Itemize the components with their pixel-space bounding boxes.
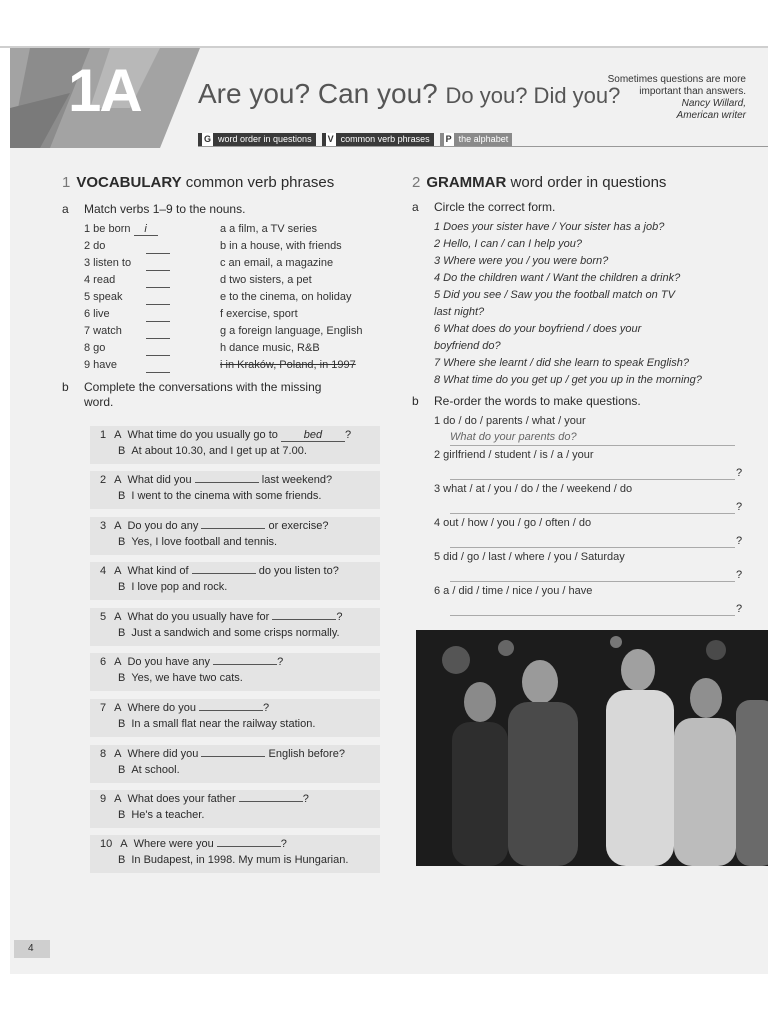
- speaker-a-line: [100, 748, 345, 760]
- noun-item: g a foreign language, English: [220, 325, 363, 337]
- instruction-text: Complete the conversations with the missing: [84, 380, 322, 394]
- tag-key: G: [204, 134, 212, 144]
- conversation-item: [90, 562, 380, 600]
- answer-blank[interactable]: [146, 270, 170, 271]
- topic-tags: [198, 133, 512, 146]
- answer-input[interactable]: What do your parents do?: [450, 431, 577, 443]
- line-text: or exercise?: [265, 520, 329, 532]
- grammar-item: 4 Do the children want / Want the children a drink?: [434, 272, 681, 284]
- speaker-label: A: [114, 520, 122, 532]
- speaker-a-line: [100, 656, 283, 668]
- conversation-item: [90, 835, 380, 873]
- line-text: ?: [336, 611, 343, 623]
- line-text: Where were you: [133, 838, 217, 850]
- line-text: What does your father: [127, 793, 239, 805]
- tag-label: common verb phrases: [340, 134, 430, 144]
- noun-item: a a film, a TV series: [220, 223, 317, 235]
- speaker-label: A: [114, 656, 122, 668]
- grammar-item: boyfriend do?: [434, 340, 501, 352]
- line-text: At about 10.30, and I get up at 7.00.: [131, 445, 307, 457]
- exercise-letter: a: [62, 202, 69, 216]
- noun-item: h dance music, R&B: [220, 342, 320, 354]
- conversation-item: [90, 426, 380, 464]
- speaker-label: B: [118, 627, 126, 639]
- tag-vocabulary: [322, 133, 434, 146]
- tag-label: the alphabet: [458, 134, 509, 144]
- line-text: What do you usually have for: [127, 611, 273, 623]
- line-text: Do you do any: [127, 520, 202, 532]
- answer-line: [450, 479, 735, 480]
- title-part-2: Do you? Did you?: [445, 83, 621, 108]
- instruction-text: Match verbs 1–9 to the nouns.: [84, 202, 246, 216]
- tag-label: word order in questions: [218, 134, 312, 144]
- answer-line: [450, 513, 735, 514]
- line-text: ?: [302, 793, 309, 805]
- reorder-prompt: 2 girlfriend / student / is / a / your: [434, 449, 594, 461]
- conversation-number: 5: [100, 611, 107, 623]
- speaker-label: B: [118, 581, 126, 593]
- speaker-label: A: [120, 838, 128, 850]
- speaker-b-line: [118, 536, 277, 548]
- answer-blank[interactable]: [192, 573, 256, 574]
- reorder-prompt: 4 out / how / you / go / often / do: [434, 517, 592, 529]
- speaker-a-line: [100, 474, 332, 486]
- speaker-a-line: [100, 429, 351, 442]
- speaker-label: A: [114, 748, 122, 760]
- speaker-label: A: [114, 702, 122, 714]
- speaker-b-line: [118, 581, 227, 593]
- answer-line: [450, 581, 735, 582]
- section-title: GRAMMAR: [426, 174, 507, 191]
- answer-blank[interactable]: [272, 619, 336, 620]
- speaker-b-line: [118, 490, 322, 502]
- grammar-item: 2 Hello, I can / can I help you?: [434, 238, 582, 250]
- quote-line: Sometimes questions are more: [607, 74, 746, 85]
- section-title: VOCABULARY: [76, 174, 182, 191]
- speaker-label: A: [114, 474, 122, 486]
- verb-item: 8 go: [84, 342, 106, 354]
- tag-pronunciation: [440, 133, 513, 146]
- reorder-prompt: 5 did / go / last / where / you / Saturday: [434, 551, 625, 563]
- line-text: Where did you: [127, 748, 202, 760]
- conversation-item: [90, 699, 380, 737]
- answer-blank[interactable]: [146, 253, 170, 254]
- conversation-number: 6: [100, 656, 107, 668]
- line-text: ?: [277, 656, 284, 668]
- conversation-item: [90, 653, 380, 691]
- exercise-letter: a: [412, 200, 419, 214]
- answer-blank[interactable]: [201, 756, 265, 757]
- line-text: ?: [263, 702, 270, 714]
- title-part-1: Are you? Can you?: [198, 78, 438, 109]
- section-subtitle: word order in questions: [510, 174, 667, 191]
- verb-item: 2 do: [84, 240, 106, 252]
- answer-blank[interactable]: [146, 355, 170, 356]
- speaker-label: B: [118, 854, 126, 866]
- speaker-b-line: [118, 718, 315, 730]
- photo-friends-night-out: [416, 630, 768, 866]
- line-text: Just a sandwich and some crisps normally.: [131, 627, 340, 639]
- line-text: ?: [344, 429, 352, 441]
- speaker-a-line: [100, 793, 309, 805]
- grammar-item: 6 What does do your boyfriend / does your: [434, 323, 642, 335]
- verb-item: 7 watch: [84, 325, 122, 337]
- answer-blank[interactable]: i: [134, 223, 158, 236]
- answer-blank[interactable]: [146, 372, 170, 373]
- instruction-text: word.: [84, 395, 114, 409]
- grammar-item: 5 Did you see / Saw you the football match on TV: [434, 289, 675, 301]
- speaker-label: B: [118, 672, 126, 684]
- noun-item: c an email, a magazine: [220, 257, 334, 269]
- reorder-prompt: 3 what / at / you / do / the / weekend / do: [434, 483, 633, 495]
- speaker-label: A: [114, 429, 122, 441]
- reorder-prompt: 1 do / do / parents / what / your: [434, 415, 586, 427]
- line-text: What did you: [127, 474, 195, 486]
- conversation-item: [90, 608, 380, 646]
- speaker-label: B: [118, 809, 126, 821]
- line-text: In Budapest, in 1998. My mum is Hungarian.: [131, 854, 349, 866]
- speaker-label: A: [114, 793, 122, 805]
- speaker-b-line: [118, 627, 340, 639]
- line-text: Where do you: [127, 702, 200, 714]
- noun-item: d two sisters, a pet: [220, 274, 312, 286]
- verb-item: 9 have: [84, 359, 118, 371]
- answer-blank[interactable]: [201, 528, 265, 529]
- workbook-page: [10, 48, 768, 974]
- line-text: What time do you usually go to: [127, 429, 281, 441]
- answer-line: [450, 615, 735, 616]
- section-subtitle: common verb phrases: [185, 174, 335, 191]
- conversation-number: 4: [100, 565, 107, 577]
- conversation-number: 2: [100, 474, 107, 486]
- line-text: English before?: [265, 748, 345, 760]
- line-text: At school.: [131, 764, 180, 776]
- line-text: Do you have any: [127, 656, 214, 668]
- divider: [198, 146, 768, 147]
- conversation-item: [90, 790, 380, 828]
- answer-blank[interactable]: [146, 321, 170, 322]
- answer-line: [450, 445, 735, 446]
- answer-blank[interactable]: [146, 287, 170, 288]
- answer-blank[interactable]: [146, 304, 170, 305]
- speaker-label: B: [118, 718, 126, 730]
- speaker-b-line: [118, 854, 348, 866]
- page-title: [198, 78, 620, 110]
- verb-item: 5 speak: [84, 291, 123, 303]
- answer-blank[interactable]: [213, 664, 277, 665]
- question-mark: ?: [736, 501, 743, 513]
- grammar-item: last night?: [434, 306, 485, 318]
- quote-author: Nancy Willard,: [681, 98, 746, 109]
- conversation-number: 1: [100, 429, 107, 441]
- line-text: Yes, I love football and tennis.: [131, 536, 278, 548]
- conversation-number: 9: [100, 793, 107, 805]
- conversation-number: 7: [100, 702, 107, 714]
- answer-blank[interactable]: [217, 846, 281, 847]
- speaker-a-line: [100, 702, 269, 714]
- noun-item: e to the cinema, on holiday: [220, 291, 352, 303]
- speaker-label: B: [118, 490, 126, 502]
- grammar-item: 1 Does your sister have / Your sister has a job?: [434, 221, 665, 233]
- speaker-b-line: [118, 445, 307, 457]
- tag-key: V: [327, 134, 334, 144]
- line-text: In a small flat near the railway station.: [131, 718, 316, 730]
- verb-item: 4 read: [84, 274, 116, 286]
- tag-grammar: [198, 133, 316, 146]
- speaker-a-line: [100, 520, 328, 532]
- grammar-item: 7 Where she learnt / did she learn to speak English?: [434, 357, 689, 369]
- grammar-heading: [412, 174, 666, 191]
- speaker-a-line: [100, 565, 339, 577]
- verb-item: 1 be born i: [84, 223, 158, 236]
- speaker-label: B: [118, 764, 126, 776]
- conversation-number: 8: [100, 748, 107, 760]
- line-text: ?: [280, 838, 287, 850]
- question-mark: ?: [736, 603, 743, 615]
- section-number: 2: [412, 174, 421, 191]
- question-mark: ?: [736, 569, 743, 581]
- speaker-label: A: [114, 611, 122, 623]
- line-text: do you listen to?: [255, 565, 339, 577]
- speaker-b-line: [118, 809, 204, 821]
- reorder-prompt: 6 a / did / time / nice / you / have: [434, 585, 593, 597]
- answer-blank[interactable]: [199, 710, 263, 711]
- verb-item: 3 listen to: [84, 257, 132, 269]
- line-text: I love pop and rock.: [131, 581, 228, 593]
- conversation-item: [90, 745, 380, 783]
- line-text: I went to the cinema with some friends.: [131, 490, 322, 502]
- quote: [576, 74, 746, 122]
- conversation-number: 10: [100, 838, 113, 850]
- noun-item: f exercise, sport: [220, 308, 298, 320]
- conversation-item: [90, 471, 380, 509]
- speaker-label: B: [118, 536, 126, 548]
- line-text: last weekend?: [258, 474, 333, 486]
- speaker-b-line: [118, 672, 243, 684]
- section-number: 1: [62, 174, 71, 191]
- instruction-text: Re-order the words to make questions.: [434, 394, 641, 408]
- answer-line: [450, 547, 735, 548]
- exercise-letter: b: [412, 394, 419, 408]
- grammar-item: 8 What time do you get up / get you up in the morning?: [434, 374, 702, 386]
- instruction-text: Circle the correct form.: [434, 200, 556, 214]
- page-number: 4: [14, 940, 50, 958]
- speaker-label: A: [114, 565, 122, 577]
- conversation-item: [90, 517, 380, 555]
- quote-line: important than answers.: [639, 86, 746, 97]
- verb-item: 6 live: [84, 308, 110, 320]
- answer-blank[interactable]: [239, 801, 303, 802]
- line-text: What kind of: [127, 565, 192, 577]
- vocabulary-heading: [62, 174, 334, 191]
- speaker-a-line: [100, 611, 343, 623]
- tag-key: P: [445, 134, 452, 144]
- answer-blank[interactable]: bed: [281, 429, 345, 442]
- speaker-a-line: [100, 838, 287, 850]
- quote-author-desc: American writer: [676, 110, 746, 121]
- answer-blank[interactable]: [195, 482, 259, 483]
- speaker-b-line: [118, 764, 180, 776]
- noun-item: i in Kraków, Poland, in 1997: [220, 359, 356, 371]
- noun-item: b in a house, with friends: [220, 240, 342, 252]
- line-text: He's a teacher.: [131, 809, 205, 821]
- question-mark: ?: [736, 467, 743, 479]
- unit-number: 1A: [68, 57, 141, 124]
- answer-blank[interactable]: [146, 338, 170, 339]
- conversation-number: 3: [100, 520, 107, 532]
- speaker-label: B: [118, 445, 126, 457]
- exercise-letter: b: [62, 380, 69, 394]
- line-text: Yes, we have two cats.: [131, 672, 243, 684]
- grammar-item: 3 Where were you / you were born?: [434, 255, 609, 267]
- question-mark: ?: [736, 535, 743, 547]
